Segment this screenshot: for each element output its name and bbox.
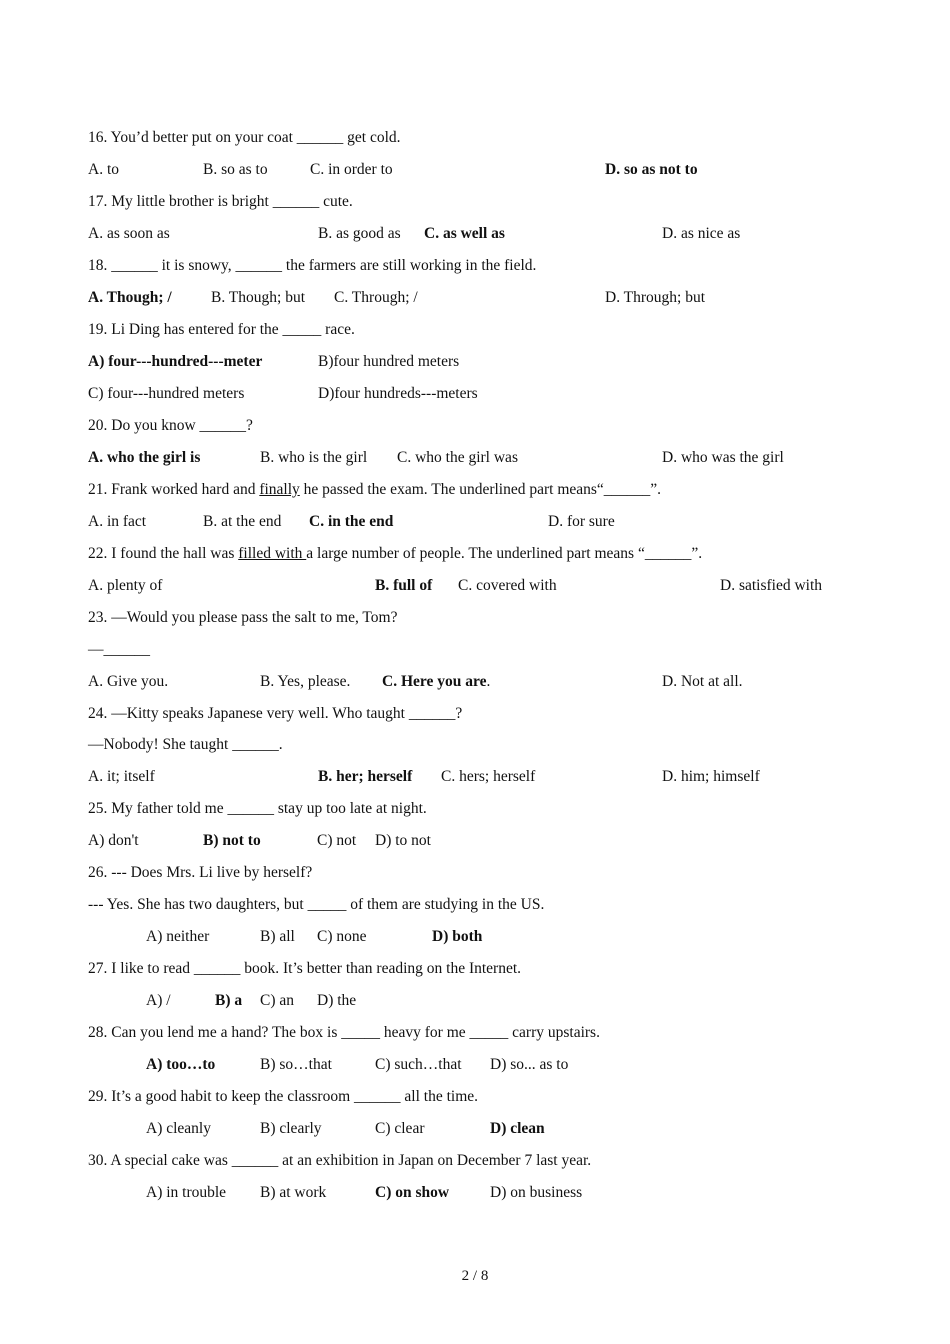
q19-option-b: B)four hundred meters [318,353,460,370]
q25-option-b-answer: B) not to [203,832,261,849]
q30-option-c-answer: C) on show [375,1184,450,1201]
q28-option-c: C) such…that [375,1056,462,1073]
q30-option-d: D) on business [490,1184,583,1201]
q19-option-a-answer: A) four---hundred---meter [88,353,263,370]
q17-option-c-answer: C. as well as [424,225,505,242]
q30-option-a: A) in trouble [146,1184,227,1201]
q27-option-a: A) / [146,992,171,1009]
q23-option-a: A. Give you. [88,673,169,690]
q18-option-c: C. Through; / [334,289,418,306]
q28-option-a-answer: A) too…to [146,1056,216,1073]
q19-option-c: C) four---hundred meters [88,385,245,402]
q22-underlined-phrase: filled with [238,545,307,562]
q27-option-c: C) an [260,992,295,1009]
q21-stem-pre: 21. Frank worked hard and [88,481,260,498]
question-18-stem: 18. ______ it is snowy, ______ the farmers are still working in the field. [88,257,537,274]
question-29-stem: 29. It’s a good habit to keep the classroom ______ all the time. [88,1088,479,1105]
question-30-stem: 30. A special cake was ______ at an exhibition in Japan on December 7 last year. [88,1152,592,1169]
question-17-stem: 17. My little brother is bright ______ cute. [88,193,353,210]
q28-option-d: D) so... as to [490,1056,569,1073]
q22-option-d: D. satisfied with [720,577,823,594]
q19-option-d: D)four hundreds---meters [318,385,478,402]
question-19-stem: 19. Li Ding has entered for the _____ race. [88,321,355,338]
q21-stem-post: he passed the exam. The underlined part means“______”. [299,481,662,498]
question-24-stem: 24. —Kitty speaks Japanese very well. Who taught ______? [88,705,463,722]
question-24-stem-line2: —Nobody! She taught ______. [88,736,283,753]
q27-option-d: D) the [317,992,357,1009]
q29-option-b: B) clearly [260,1120,322,1137]
q17-option-b: B. as good as [318,225,401,242]
question-23-response-blank: —______ [88,641,150,658]
q22-option-c: C. covered with [458,577,557,594]
q22-option-a: A. plenty of [88,577,163,594]
question-27-stem: 27. I like to read ______ book. It’s better than reading on the Internet. [88,960,522,977]
question-23-stem: 23. —Would you please pass the salt to me, Tom? [88,609,398,626]
q17-option-d: D. as nice as [662,225,741,242]
q22-stem-pre: 22. I found the hall was [88,545,239,562]
q24-option-b-answer: B. her; herself [318,768,413,785]
q29-option-d-answer: D) clean [490,1120,545,1137]
question-26-stem-line2: --- Yes. She has two daughters, but _____ of them are studying in the US. [88,896,545,913]
question-25-stem: 25. My father told me ______ stay up too late at night. [88,800,427,817]
q30-option-b: B) at work [260,1184,327,1201]
q25-option-d: D) to not [375,832,431,849]
q23-option-c-period: . [486,673,491,690]
question-22-stem [88,544,702,564]
q26-option-a: A) neither [146,928,210,945]
q20-option-c: C. who the girl was [397,449,518,466]
question-26-stem: 26. --- Does Mrs. Li live by herself? [88,864,313,881]
q18-option-d: D. Through; but [605,289,706,306]
q21-option-a: A. in fact [88,513,147,530]
q29-option-c: C) clear [375,1120,425,1137]
q16-option-a: A. to [88,161,119,178]
question-20-stem: 20. Do you know ______? [88,417,253,434]
q18-option-b: B. Though; but [211,289,306,306]
q25-option-c: C) not [317,832,357,849]
q20-option-d: D. who was the girl [662,449,784,466]
q29-option-a: A) cleanly [146,1120,211,1137]
q21-underlined-word: finally [259,481,300,498]
q26-option-d-answer: D) both [432,928,483,945]
q18-option-a-answer: A. Though; / [88,289,172,306]
q22-option-b-answer: B. full of [375,577,433,594]
q24-option-c: C. hers; herself [441,768,536,785]
q21-option-c-answer: C. in the end [309,513,394,530]
q21-option-d: D. for sure [548,513,615,530]
question-16-stem: 16. You’d better put on your coat ______ get cold. [88,129,401,146]
page-number: 2 / 8 [461,1268,489,1284]
q16-option-b: B. so as to [203,161,268,178]
question-28-stem: 28. Can you lend me a hand? The box is _____ heavy for me _____ carry upstairs. [88,1024,600,1041]
q20-option-a-answer: A. who the girl is [88,449,201,466]
q26-option-b: B) all [260,928,295,945]
q20-option-b: B. who is the girl [260,449,368,466]
q23-option-d: D. Not at all. [662,673,743,690]
q23-option-c-answer [382,672,490,692]
q24-option-d: D. him; himself [662,768,760,785]
q16-option-d-answer: D. so as not to [605,161,698,178]
q26-option-c: C) none [317,928,367,945]
question-21-stem [88,480,661,500]
q28-option-b: B) so…that [260,1056,332,1073]
q24-option-a: A. it; itself [88,768,155,785]
q23-option-b: B. Yes, please. [260,673,351,690]
q16-option-c: C. in order to [310,161,393,178]
q25-option-a: A) don't [88,832,139,849]
q21-option-b: B. at the end [203,513,282,530]
q23-option-c-text: C. Here you are [382,673,487,690]
q17-option-a: A. as soon as [88,225,170,242]
q27-option-b-answer: B) a [215,992,243,1009]
q22-stem-post: a large number of people. The underlined part means “______”. [306,545,703,562]
